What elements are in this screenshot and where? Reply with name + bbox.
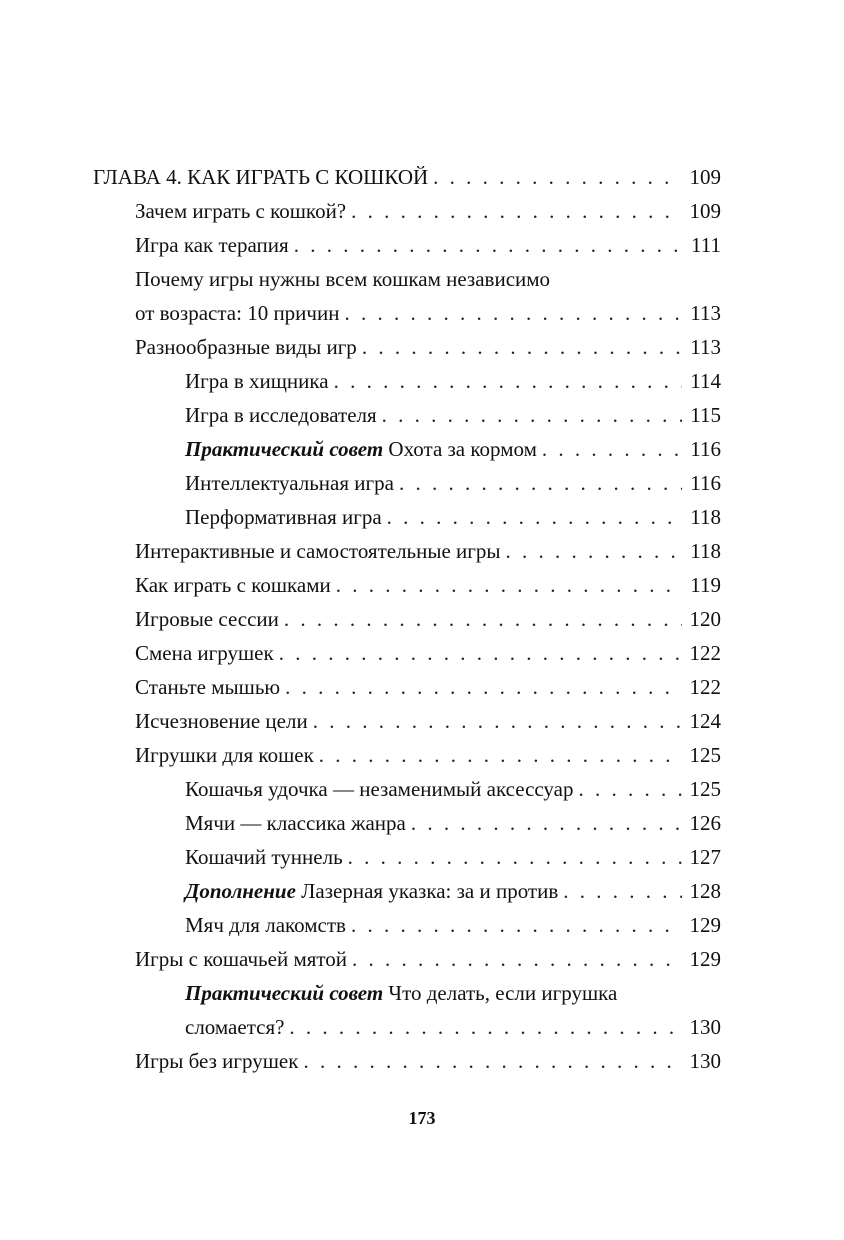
toc-entry-title: Игра как терапия <box>135 232 289 257</box>
toc-entry <box>0 534 844 568</box>
toc-entry <box>0 636 844 670</box>
toc-entry-title <box>185 981 617 1006</box>
toc-entry <box>0 908 844 942</box>
toc-entry-title: Игровые сессии <box>135 606 279 631</box>
toc-entry-page: 113 <box>690 334 721 359</box>
page-number: 173 <box>408 1108 436 1128</box>
toc-entry-title: от возраста: 10 причин <box>135 300 340 325</box>
toc-entry-page: 127 <box>689 844 721 869</box>
dot-leader <box>319 743 682 768</box>
toc-entry-title: Смена игрушек <box>135 640 274 665</box>
toc-entry-page: 111 <box>691 232 721 257</box>
toc-entry-emphasis: Практический совет <box>185 980 384 1005</box>
toc-entry <box>0 262 844 296</box>
toc-entry-title: Перформативная игра <box>185 504 382 529</box>
toc-entry-page: 115 <box>690 402 721 427</box>
toc-entry-title: Интерактивные и самостоятельные игры <box>135 538 501 563</box>
dot-leader <box>433 165 682 190</box>
dot-leader <box>336 573 682 598</box>
dot-leader <box>351 199 682 224</box>
toc-entry-title: Игра в исследователя <box>185 402 377 427</box>
dot-leader <box>313 709 682 734</box>
toc-entry <box>0 976 844 1010</box>
dot-leader <box>303 1049 682 1074</box>
toc-entry-page: 122 <box>689 640 721 665</box>
toc-entry <box>0 364 844 398</box>
toc-entry-title: Игры без игрушек <box>135 1048 299 1073</box>
toc-entry <box>0 1044 844 1078</box>
dot-leader <box>411 811 682 836</box>
toc-entry-page: 129 <box>689 946 721 971</box>
toc-entry-page: 119 <box>690 572 721 597</box>
dot-leader <box>289 1015 682 1040</box>
toc-entry-page: 109 <box>689 164 721 189</box>
toc-entry <box>0 500 844 534</box>
toc-entry-page: 125 <box>689 776 721 801</box>
toc-entry-title: Зачем играть с кошкой? <box>135 198 347 223</box>
toc-entry <box>0 228 844 262</box>
toc-entry <box>0 398 844 432</box>
toc-entry-page: 129 <box>689 912 721 937</box>
toc-entry-title: Почему игры нужны всем кошкам независимо <box>135 266 551 291</box>
dot-leader <box>351 913 682 938</box>
toc-entry-title: Кошачий туннель <box>185 844 343 869</box>
dot-leader <box>352 947 682 972</box>
toc-entry <box>0 738 844 772</box>
toc-entry-title <box>185 437 537 462</box>
toc-entry-title: Игрушки для кошек <box>135 742 314 767</box>
dot-leader <box>334 369 682 394</box>
toc-entry <box>0 670 844 704</box>
toc-entry-text: Что делать, если игрушка <box>383 980 618 1005</box>
toc-entry <box>0 160 844 194</box>
toc-entry-emphasis: Практический совет <box>185 436 384 461</box>
dot-leader <box>362 335 682 360</box>
toc-entry-title <box>185 879 558 904</box>
toc-entry-page: 116 <box>690 470 721 495</box>
toc-entry-page: 109 <box>689 198 721 223</box>
toc-entry-title: Игра в хищника <box>185 368 329 393</box>
dot-leader <box>563 879 682 904</box>
toc-entry-text: Лазерная указка: за и против <box>295 878 559 903</box>
toc-entry <box>0 1010 844 1044</box>
toc-entry-title: Мяч для лакомств <box>185 912 346 937</box>
dot-leader <box>279 641 682 666</box>
dot-leader <box>542 437 682 462</box>
toc-entry-title: Интеллектуальная игра <box>185 470 394 495</box>
toc-entry-page: 128 <box>689 878 721 903</box>
toc-entry <box>0 704 844 738</box>
toc-entry <box>0 296 844 330</box>
toc-entry-page: 122 <box>689 674 721 699</box>
toc-entry <box>0 806 844 840</box>
toc-entry <box>0 874 844 908</box>
dot-leader <box>285 675 682 700</box>
dot-leader <box>578 777 682 802</box>
toc-entry <box>0 194 844 228</box>
toc-entry-title: Кошачья удочка — незаменимый аксессуар <box>185 776 574 801</box>
toc-entry <box>0 602 844 636</box>
toc-entry-title: сломается? <box>185 1014 285 1039</box>
dot-leader <box>382 403 682 428</box>
toc-entry-title: Как играть с кошками <box>135 572 331 597</box>
toc-entry-page: 120 <box>689 606 721 631</box>
toc-entry <box>0 432 844 466</box>
toc-entry-title: Исчезновение цели <box>135 708 308 733</box>
toc-entry <box>0 840 844 874</box>
toc-entry-page: 124 <box>689 708 721 733</box>
dot-leader <box>348 845 682 870</box>
toc-entry-page: 116 <box>690 436 721 461</box>
dot-leader <box>284 607 682 632</box>
toc-entry <box>0 466 844 500</box>
table-of-contents <box>0 160 844 1078</box>
dot-leader <box>387 505 682 530</box>
toc-entry-page: 113 <box>690 300 721 325</box>
toc-entry-page: 125 <box>689 742 721 767</box>
toc-entry-page: 118 <box>690 538 721 563</box>
toc-entry-page: 130 <box>689 1048 721 1073</box>
dot-leader <box>399 471 682 496</box>
toc-entry <box>0 772 844 806</box>
dot-leader <box>294 233 682 258</box>
toc-entry <box>0 568 844 602</box>
toc-entry-text: Охота за кормом <box>383 436 537 461</box>
toc-entry-title: Игры с кошачьей мятой <box>135 946 348 971</box>
dot-leader <box>344 301 682 326</box>
toc-entry-title: Станьте мышью <box>135 674 281 699</box>
toc-entry-page: 114 <box>690 368 721 393</box>
toc-entry <box>0 942 844 976</box>
dot-leader <box>506 539 682 564</box>
toc-entry-title: ГЛАВА 4. КАК ИГРАТЬ С КОШКОЙ <box>93 164 429 189</box>
toc-entry-title: Мячи — классика жанра <box>185 810 406 835</box>
toc-entry-emphasis: Дополнение <box>185 878 296 903</box>
toc-entry-title: Разнообразные виды игр <box>135 334 357 359</box>
toc-entry-page: 126 <box>689 810 721 835</box>
toc-entry-page: 130 <box>689 1014 721 1039</box>
toc-entry-page: 118 <box>690 504 721 529</box>
toc-entry <box>0 330 844 364</box>
